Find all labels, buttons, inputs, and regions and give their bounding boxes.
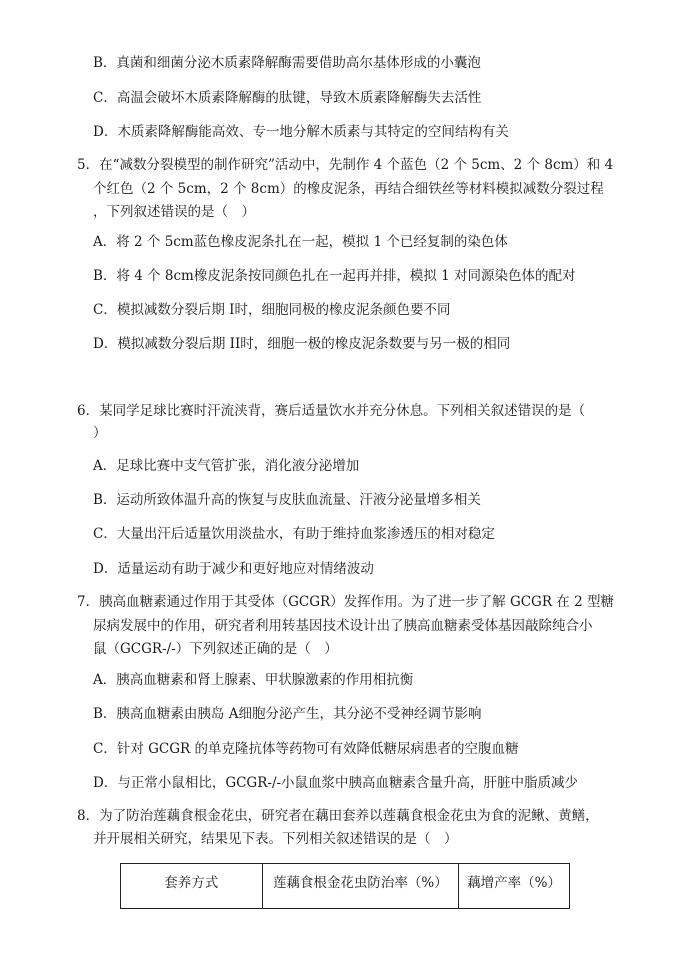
q4-option-c: C．高温会破坏木质素降解酶的肽键，导致木质素降解酶失去活性: [93, 90, 482, 106]
table-header-row: [121, 864, 570, 909]
q8-results-table: [120, 863, 570, 909]
q5-stem-line-3: ，下列叙述错误的是（ ）: [93, 204, 255, 220]
q7-option-d: D．与正常小鼠相比，GCGR-/-小鼠血浆中胰高血糖素含量升高，肝脏中脂质减少: [93, 775, 579, 791]
q5-stem-line-1: 5．在“减数分裂模型的制作研究”活动中，先制作 4 个蓝色（2 个 5cm、2 个 8cm）和 4: [77, 157, 614, 173]
q7-stem-line-1: 7．胰高血糖素通过作用于其受体（GCGR）发挥作用。为了进一步了解 GCGR 在 2 型糖: [77, 594, 614, 610]
q6-option-c: C．大量出汗后适量饮用淡盐水，有助于维持血浆渗透压的相对稳定: [93, 526, 495, 542]
q7-stem-line-3: 鼠（GCGR-/-）下列叙述正确的是（ ）: [93, 641, 338, 657]
q6-option-b: B．运动所致体温升高的恢复与皮肤血流量、汗液分泌量增多相关: [93, 492, 481, 508]
q6-stem-line-2: ）: [93, 425, 107, 441]
q7-option-c: C．针对 GCGR 的单克隆抗体等药物可有效降低糖尿病患者的空腹血糖: [93, 741, 519, 757]
q4-option-d: D．木质素降解酶能高效、专一地分解木质素与其特定的空间结构有关: [93, 124, 509, 140]
q7-option-a: A．胰高血糖素和肾上腺素、甲状腺激素的作用相抗衡: [93, 672, 414, 688]
q6-option-a: A．足球比赛中支气管扩张，消化液分泌增加: [93, 458, 360, 474]
q4-option-b: B．真菌和细菌分泌木质素降解酶需要借助高尔基体形成的小囊泡: [93, 55, 481, 71]
q6-option-d: D．适量运动有助于减少和更好地应对情绪波动: [93, 561, 374, 577]
q8-stem-line-2: 并开展相关研究，结果见下表。下列相关叙述错误的是（ ）: [93, 831, 458, 847]
table-header-cell: 莲藕食根金花虫防治率（%）: [262, 864, 459, 909]
q7-stem-line-2: 尿病发展中的作用，研究者利用转基因技术设计出了胰高血糖素受体基因敲除纯合小: [93, 618, 593, 634]
table-header-cell: 藕增产率（%）: [459, 864, 570, 909]
table-header-cell: 套养方式: [121, 864, 263, 909]
q5-option-c: C．模拟减数分裂后期 I时，细胞同极的橡皮泥条颜色要不同: [93, 302, 451, 318]
q7-option-b: B．胰高血糖素由胰岛 A细胞分泌产生，其分泌不受神经调节影响: [93, 706, 482, 722]
q5-option-a: A．将 2 个 5cm蓝色橡皮泥条扎在一起，模拟 1 个已经复制的染色体: [93, 234, 508, 250]
q8-stem-line-1: 8．为了防治莲藕食根金花虫，研究者在藕田套养以莲藕食根金花虫为食的泥鳅、黄鳝，: [77, 808, 599, 824]
q5-option-d: D．模拟减数分裂后期 II时，细胞一极的橡皮泥条数要与另一极的相同: [93, 336, 511, 352]
q5-stem-line-2: 个红色（2 个 5cm，2 个 8cm）的橡皮泥条，再结合细铁丝等材料模拟减数分裂过程: [93, 181, 604, 197]
q5-option-b: B．将 4 个 8cm橡皮泥条按同颜色扎在一起再并排，模拟 1 对同源染色体的配对: [93, 268, 576, 284]
q6-stem-line-1: 6．某同学足球比赛时汗流浃背，赛后适量饮水并充分休息。下列相关叙述错误的是（: [77, 403, 586, 419]
